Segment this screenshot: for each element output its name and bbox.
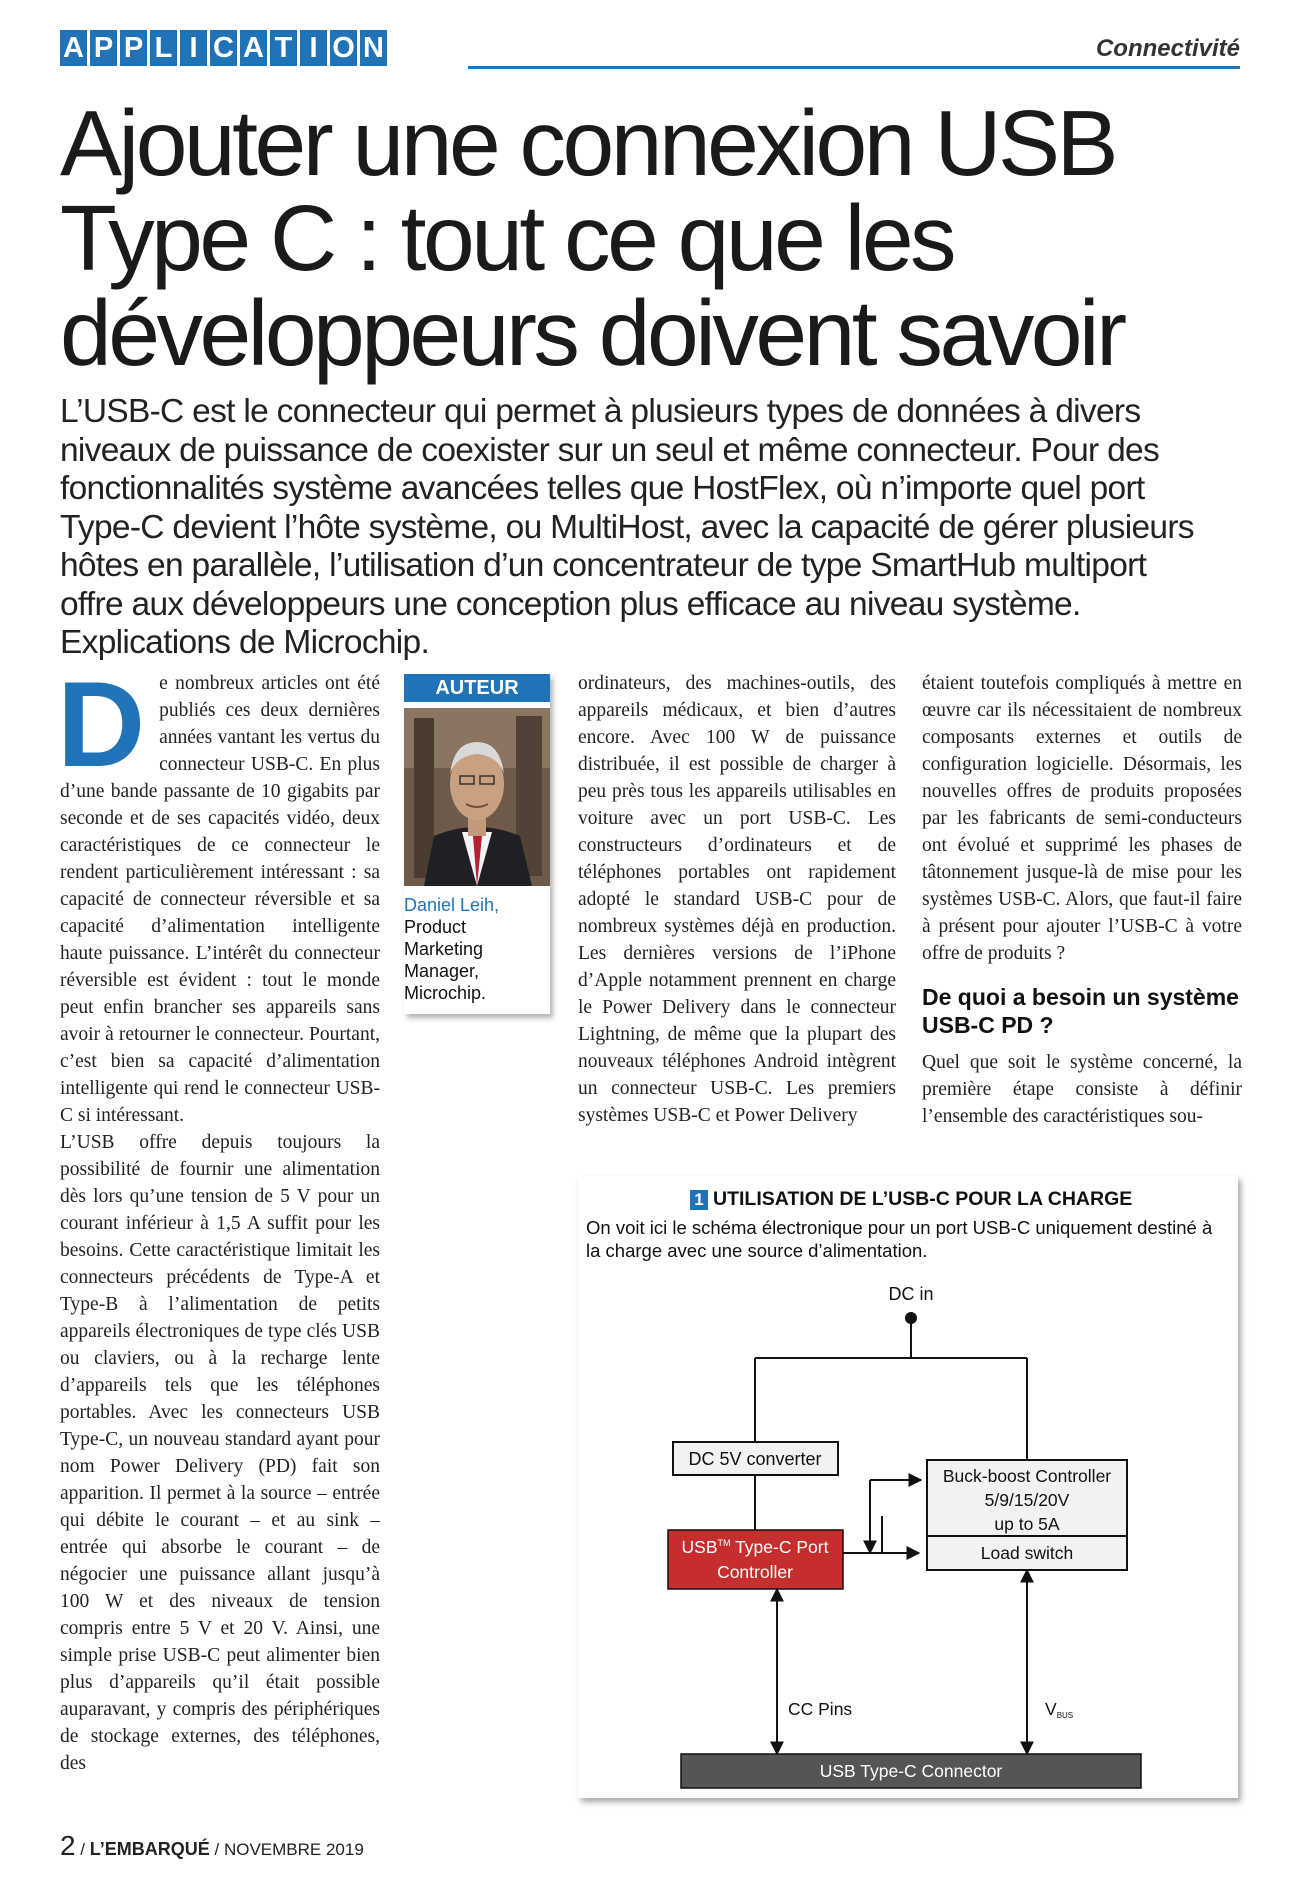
article-title: Ajouter une connexion USB Type C : tout ce que les développeurs doivent savoir	[60, 91, 1124, 385]
buck-boost-label: Buck-boost Controller	[942, 1466, 1112, 1486]
rubric-letter: L	[150, 30, 177, 66]
load-switch-label: Load switch	[980, 1543, 1074, 1563]
rubric-letter: A	[60, 30, 87, 66]
rubric-letter: I	[180, 30, 207, 66]
figure-number: 1	[690, 1190, 708, 1210]
author-role: Product Marketing Manager, Microchip.	[404, 917, 487, 1003]
section-label: Connectivité	[1095, 35, 1240, 62]
author-label: AUTEUR	[404, 674, 550, 702]
rubric-letter: C	[210, 30, 237, 66]
author-name: Daniel Leih,	[404, 895, 500, 915]
rubric-letter: P	[90, 30, 117, 66]
buck-boost-voltages: 5/9/15/20V	[984, 1490, 1070, 1510]
magazine-name: L’EMBARQUÉ	[89, 1839, 210, 1859]
body-column-1	[57, 656, 380, 1777]
body-paragraph: Quel que soit le système concerné, la première étape consiste à définir l’ensemble des caractéristiques sou-	[922, 1052, 1242, 1127]
footer-separator: /	[75, 1840, 90, 1859]
rubric-letter: P	[120, 30, 147, 66]
footer-separator: /	[209, 1840, 224, 1859]
port-controller-label: USB™ Type-C Port	[681, 1537, 829, 1557]
figure-title-text: UTILISATION DE L’USB-C POUR LA CHARGE	[713, 1188, 1133, 1210]
page-footer	[60, 1830, 364, 1862]
author-photo	[404, 708, 550, 886]
header-rule	[468, 66, 1240, 69]
dc-converter-label: DC 5V converter	[688, 1449, 822, 1469]
figure-1	[578, 1176, 1238, 1798]
rubric-letter: T	[270, 30, 297, 66]
body-column-4	[922, 670, 1242, 1130]
buck-boost-current: up to 5A	[994, 1514, 1060, 1534]
body-column-3	[578, 670, 896, 1129]
body-paragraph: e nombreux articles ont été publiés ces deux dernières années vantant les vertus du connecteur USB-C. En plus d’une bande passante de 10 gigabits par seconde et de ses capacités vidéo, deux caractéristiques de ce connecteur le rendent particulièrement intéressant : sa capacité de connecteur réversible et sa capacité d’alimentation intelligente haute puissance. L’intérêt du connecteur réversible est évident : tout le monde peut enfin brancher ses appareils sans avoir à retourner le connecteur. Pourtant, c’est bien sa capacité d’alimentation intelligente qui rend le connecteur USB-C si intéressant.	[60, 673, 380, 1126]
issue-date: NOVEMBRE 2019	[223, 1840, 364, 1859]
page-number: 2	[60, 1830, 76, 1861]
dc-in-terminal	[905, 1312, 917, 1324]
usb-c-connector-label: USB Type-C Connector	[819, 1761, 1003, 1781]
header	[60, 30, 1240, 70]
rubric-letter: N	[360, 30, 387, 66]
rubric-label	[60, 30, 387, 66]
vbus-label: VBUS	[1045, 1699, 1074, 1720]
body-paragraph: L’USB offre depuis toujours la possibilité de fournir une alimentation dès lors qu’une tension de 5 V pour un courant inférieur à 1,5 A suffit pour les besoins. Cette caractéristique limitait les connecteurs précédents de Type-A et Type-B à l’alimentation de petits appareils électroniques de type clés USB ou claviers, ou à la recharge lente d’appareils tels que les téléphones portables. Avec les connecteurs USB Type-C, un nouveau standard ayant pour nom Power Delivery (PD) fait son apparition. Il permet à la source – entrée qui débite le courant – et au sink – entrée qui absorbe le courant – de négocier une puissance allant jusqu’à 100 W et des niveaux de tension compris entre 5 V et 20 V. Ainsi, une simple prise USB-C peut alimenter bien plus d’appareils qu’il était possible auparavant, y compris des périphériques de stockage externes, des téléphones, des	[60, 1132, 380, 1774]
body-paragraph: ordinateurs, des machines-outils, des appareils médicaux, et bien d’autres encore. Avec 100 W de puissance distribuée, il est possible de charger à peu près tous les appareils utilisables en voiture avec un port USB-C. Les constructeurs d’ordinateurs et de téléphones portables ont rapidement adopté le standard USB-C pour de nombreux systèmes déjà en production. Les dernières versions de l’iPhone d’Apple notamment prennent en charge le Power Delivery dans le connecteur Lightning, de même que la plupart des nouveaux téléphones Android intègrent un connecteur USB-C. Les premiers systèmes USB-C et Power Delivery	[578, 673, 896, 1126]
dc-in-label: DC in	[888, 1284, 934, 1304]
port-controller-label-2: Controller	[717, 1562, 793, 1582]
rubric-letter: A	[240, 30, 267, 66]
figure-caption: On voit ici le schéma électronique pour un port USB-C uniquement destiné à la charge avec une source d’alimentation.	[586, 1217, 1213, 1261]
author-box	[404, 674, 550, 1014]
rubric-letter: O	[330, 30, 357, 66]
rubric-letter: I	[300, 30, 327, 66]
article-lead: L’USB-C est le connecteur qui permet à plusieurs types de données à divers niveaux de puissance de coexister sur un seul et même connecteur. Pour des fonctionnalités système avancées telles que HostFlex, où n’importe quel port Type-C devient l’hôte système, ou MultiHost, avec la capacité de gérer plusieurs hôtes en parallèle, l’utilisation d’un concentrateur de type SmartHub multiport offre aux développeurs une conception plus efficace au niveau système. Explications de Microchip.	[60, 393, 1194, 661]
body-paragraph: étaient toutefois compliqués à mettre en œuvre car ils nécessitaient de nombreux composants externes et outils de configuration logicielle. Désormais, les nouvelles offres de produits proposées par les fabricants de semi-conducteurs ont évolué et supprimé les phases de tâtonnement jusque-là de mise pour les systèmes USB-C. Alors, que faut-il faire à présent pour ajouter l’USB-C à votre offre de produits ?	[922, 673, 1242, 964]
cc-pins-label: CC Pins	[788, 1699, 853, 1719]
drop-cap: D	[57, 656, 146, 792]
circuit-diagram	[578, 1176, 1238, 1798]
section-subhead: De quoi a besoin un système USB-C PD ?	[922, 984, 1239, 1038]
